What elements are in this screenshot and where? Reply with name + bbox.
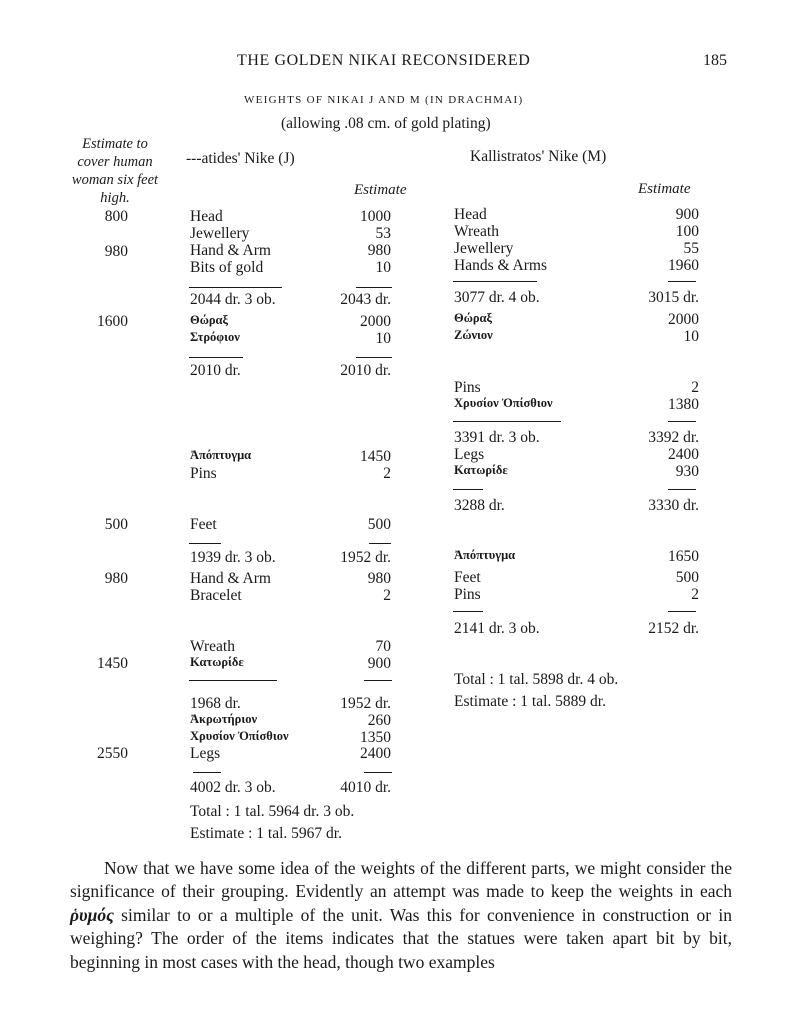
j-rule	[356, 287, 392, 288]
nike-j-item: Θώραξ	[190, 313, 229, 327]
nike-m-item: Wreath	[454, 223, 499, 240]
nike-m-item: Χρυσίον Ὀπίσθιον	[454, 396, 553, 410]
nike-m-estimate: 3015 dr.	[648, 289, 699, 306]
nike-j-estimate: 980	[367, 570, 391, 587]
nike-j-item: 4002 dr. 3 ob.	[190, 779, 276, 796]
nike-m-estimate: 500	[675, 569, 699, 586]
nike-m-estimate: 100	[675, 223, 699, 240]
nike-j-estimate: 70	[375, 638, 391, 655]
j-rule	[189, 357, 243, 358]
nike-j-heading: ---atides' Nike (J)	[186, 150, 295, 167]
nike-m-estimate: 55	[683, 240, 699, 257]
nike-j-estimate: 4010 dr.	[340, 779, 391, 796]
m-rule	[668, 611, 696, 612]
nike-m-total: Total : 1 tal. 5898 dr. 4 ob.	[454, 671, 619, 688]
nike-m-estimate: 2	[691, 379, 699, 396]
left-estimate-cell: 2550	[97, 745, 128, 762]
nike-j-estimate: 1450	[360, 448, 391, 465]
running-head: THE GOLDEN NIKAI RECONSIDERED	[237, 52, 531, 69]
nike-j-item: Bracelet	[190, 587, 242, 604]
nike-j-estimate: 53	[375, 225, 391, 242]
j-rule	[189, 287, 282, 288]
j-rule	[193, 772, 221, 773]
nike-m-estimate: 1960	[668, 257, 699, 274]
m-rule	[668, 489, 696, 490]
nike-j-item: Hand & Arm	[190, 570, 271, 587]
nike-j-estimate: 900	[367, 655, 391, 672]
nike-m-estimate: 930	[675, 463, 699, 480]
m-rule	[453, 611, 483, 612]
nike-j-item: Head	[190, 208, 223, 225]
nike-j-item: 2044 dr. 3 ob.	[190, 291, 276, 308]
page-number: 185	[703, 52, 727, 69]
nike-j-item: Hand & Arm	[190, 242, 271, 259]
nike-m-estimate: 2152 dr.	[648, 620, 699, 637]
nike-m-estimate: 10	[683, 328, 699, 345]
body-text-part2: similar to or a multiple of the unit. Was this for convenience in construction or in weighing? The order of the items indicates that the statues were taken apart bit by bit, beginning in most cases with the head, though two examples	[70, 904, 732, 972]
nike-j-item: 1968 dr.	[190, 695, 241, 712]
nike-m-estimate: 2000	[668, 311, 699, 328]
m-rule	[453, 281, 537, 282]
left-estimate-cell: 800	[104, 208, 128, 225]
nike-j-item: 1939 dr. 3 ob.	[190, 549, 276, 566]
nike-j-estimate: 1952 dr.	[340, 695, 391, 712]
j-rule	[369, 543, 391, 544]
nike-m-estimate: 2400	[668, 446, 699, 463]
nike-j-estimate-heading: Estimate	[354, 182, 407, 198]
nike-j-estimate: 2000	[360, 313, 391, 330]
table-subtitle: (allowing .08 cm. of gold plating)	[281, 115, 491, 132]
nike-j-estimate: 2043 dr.	[340, 291, 391, 308]
nike-j-item: Bits of gold	[190, 259, 264, 276]
nike-m-item: Head	[454, 206, 487, 223]
j-rule	[189, 543, 221, 544]
nike-m-item: Hands & Arms	[454, 257, 547, 274]
nike-j-item: Ἀκρωτήριον	[190, 712, 258, 726]
left-estimate-cell: 1600	[97, 313, 128, 330]
nike-m-item: Jewellery	[454, 240, 514, 257]
nike-m-heading: Kallistratos' Nike (M)	[470, 148, 607, 165]
nike-j-item: Jewellery	[190, 225, 250, 242]
j-rule	[364, 680, 392, 681]
nike-j-item: Feet	[190, 516, 217, 533]
j-rule	[356, 357, 392, 358]
body-paragraph	[70, 857, 732, 974]
nike-m-estimate: 900	[675, 206, 699, 223]
nike-j-estimate: 1000	[360, 208, 391, 225]
nike-j-estimate: 1350	[360, 729, 391, 746]
nike-m-item: Θώραξ	[454, 311, 493, 325]
nike-m-item: Legs	[454, 446, 485, 463]
j-rule	[189, 680, 277, 681]
nike-j-item: Legs	[190, 745, 221, 762]
m-rule	[453, 421, 561, 422]
nike-j-estimate: 2	[383, 587, 391, 604]
estimate-column-heading: Estimate to cover human woman six feet high.	[71, 136, 159, 206]
nike-m-item: Ἀπόπτυγμα	[454, 548, 516, 562]
nike-m-estimate: 3330 dr.	[648, 497, 699, 514]
left-estimate-cell: 980	[104, 570, 128, 587]
nike-m-estimate-total: Estimate : 1 tal. 5889 dr.	[454, 693, 606, 710]
nike-m-item: Pins	[454, 586, 481, 603]
nike-j-estimate: 2400	[360, 745, 391, 762]
nike-m-estimate: 3392 dr.	[648, 429, 699, 446]
nike-j-item: Κατωρίδε	[190, 655, 244, 669]
j-rule	[364, 772, 392, 773]
nike-j-item: 2010 dr.	[190, 362, 241, 379]
nike-j-item: Ἀπόπτυγμα	[190, 448, 252, 462]
nike-m-estimate: 2	[691, 586, 699, 603]
nike-j-item: Στρόφιον	[190, 330, 240, 344]
left-estimate-cell: 980	[104, 243, 128, 260]
nike-j-estimate: 980	[367, 242, 391, 259]
nike-j-estimate: 500	[367, 516, 391, 533]
nike-m-estimate: 1650	[668, 548, 699, 565]
nike-j-estimate: 2010 dr.	[340, 362, 391, 379]
body-greek-word: ῥυμός	[70, 904, 114, 925]
nike-j-estimate-total: Estimate : 1 tal. 5967 dr.	[190, 825, 342, 842]
m-rule	[668, 281, 696, 282]
nike-j-estimate: 2	[383, 465, 391, 482]
nike-m-item: 2141 dr. 3 ob.	[454, 620, 540, 637]
nike-j-estimate: 10	[375, 330, 391, 347]
nike-m-item: Κατωρίδε	[454, 463, 508, 477]
nike-j-item: Pins	[190, 465, 217, 482]
nike-j-item: Wreath	[190, 638, 235, 655]
nike-j-estimate: 10	[375, 259, 391, 276]
m-rule	[668, 421, 696, 422]
nike-m-item: 3288 dr.	[454, 497, 505, 514]
nike-m-estimate: 1380	[668, 396, 699, 413]
nike-m-item: 3391 dr. 3 ob.	[454, 429, 540, 446]
nike-j-estimate: 1952 dr.	[340, 549, 391, 566]
nike-m-item: Pins	[454, 379, 481, 396]
nike-m-item: 3077 dr. 4 ob.	[454, 289, 540, 306]
nike-j-item: Χρυσίον Ὀπίσθιον	[190, 729, 289, 743]
nike-m-item: Ζώνιον	[454, 328, 493, 342]
nike-m-item: Feet	[454, 569, 481, 586]
body-text-part1: Now that we have some idea of the weights of the different parts, we might consider the significance of their grouping. Evidently an attempt was made to keep the weights in each	[70, 858, 732, 902]
nike-j-total: Total : 1 tal. 5964 dr. 3 ob.	[190, 803, 355, 820]
nike-j-estimate: 260	[367, 712, 391, 729]
table-title: WEIGHTS OF NIKAI J AND M (IN DRACHMAI)	[244, 94, 524, 106]
left-estimate-cell: 500	[104, 516, 128, 533]
left-estimate-cell: 1450	[97, 655, 128, 672]
nike-m-estimate-heading: Estimate	[638, 181, 691, 197]
m-rule	[453, 489, 483, 490]
